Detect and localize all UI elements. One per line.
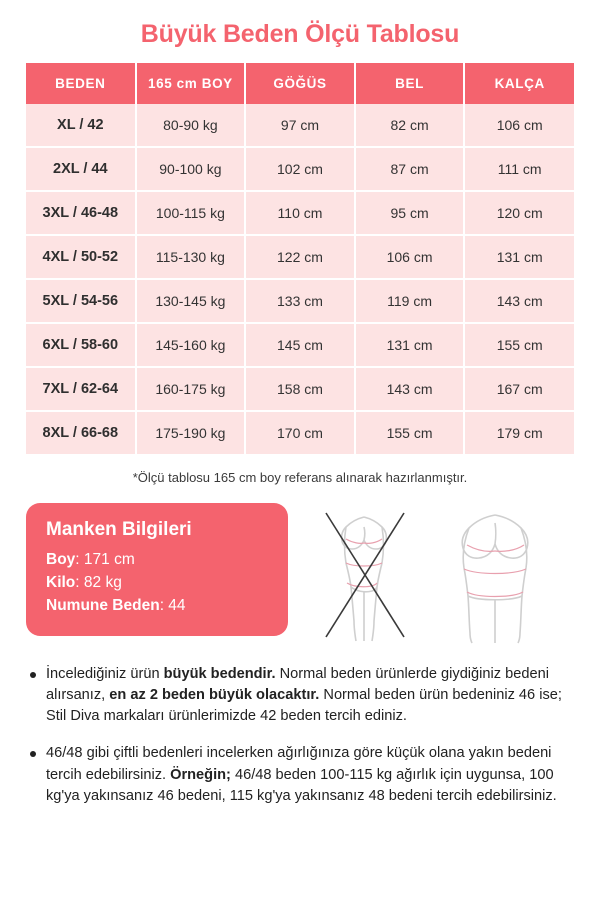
bullet-dot-icon — [30, 672, 36, 678]
page-title: Büyük Beden Ölçü Tablosu — [140, 20, 460, 48]
figure-slim-measure-lines — [346, 539, 382, 587]
model-weight-label: Kilo — [46, 574, 76, 591]
model-sample-size-row — [46, 597, 268, 615]
cell-bel: 106 cm — [355, 235, 465, 279]
model-sample-size-label: Numune Beden — [46, 597, 160, 614]
table-row — [26, 235, 574, 279]
table-row — [26, 104, 574, 147]
model-info-card — [26, 503, 288, 636]
size-table — [26, 63, 574, 456]
model-sample-size-value: : 44 — [159, 597, 186, 614]
table-row — [26, 323, 574, 367]
cell-beden: XL / 42 — [26, 104, 136, 147]
cell-beden: 3XL / 46-48 — [26, 191, 136, 235]
cell-kalca: 111 cm — [464, 147, 574, 191]
model-info-section — [26, 503, 574, 648]
model-weight-value: : 82 kg — [75, 574, 122, 591]
figure-slim-outline — [342, 517, 387, 641]
cell-gogus: 102 cm — [245, 147, 355, 191]
cell-beden: 8XL / 66-68 — [26, 411, 136, 455]
cell-kalca: 131 cm — [464, 235, 574, 279]
note-1-part1: İncelediğiniz ürün — [46, 666, 164, 682]
note-2-part1: 46/48 gibi çiftli bedenleri incelerken ağırlığınıza göre küçük olana yakın bedeni tercih edebilirsiniz. — [46, 745, 552, 783]
cell-bel: 131 cm — [355, 323, 465, 367]
table-footnote: *Ölçü tablosu 165 cm boy referans alınarak hazırlanmıştır. — [132, 470, 468, 485]
cell-boy: 90-100 kg — [136, 147, 246, 191]
table-header-row — [26, 63, 574, 104]
cell-kalca: 155 cm — [464, 323, 574, 367]
note-2-bold1: Örneğin; — [170, 766, 231, 783]
cell-boy: 160-175 kg — [136, 367, 246, 411]
body-figures-illustration — [320, 505, 570, 645]
column-header-bel: BEL — [355, 63, 465, 104]
cell-boy: 115-130 kg — [136, 235, 246, 279]
note-1-part3: Normal beden ürün bedeniniz 46 ise; Stil Diva markaları ürünlerimizde 42 beden tercih ediniz. — [46, 687, 562, 725]
cell-kalca: 106 cm — [464, 104, 574, 147]
cell-gogus: 133 cm — [245, 279, 355, 323]
table-row — [26, 367, 574, 411]
cell-kalca: 179 cm — [464, 411, 574, 455]
cell-gogus: 158 cm — [245, 367, 355, 411]
model-weight-row — [46, 574, 268, 592]
cell-bel: 87 cm — [355, 147, 465, 191]
cell-gogus: 122 cm — [245, 235, 355, 279]
note-1-part2: Normal beden ürünlerde giydiğiniz bedeni alırsanız, — [46, 666, 549, 704]
cell-beden: 2XL / 44 — [26, 147, 136, 191]
cell-gogus: 97 cm — [245, 104, 355, 147]
cell-gogus: 145 cm — [245, 323, 355, 367]
model-height-label: Boy — [46, 551, 76, 568]
table-row — [26, 191, 574, 235]
column-header-beden: BEDEN — [26, 63, 136, 104]
figure-plus-measure-lines — [464, 545, 526, 597]
column-header-gogus: GÖĞÜS — [245, 63, 355, 104]
column-header-kalca: KALÇA — [464, 63, 574, 104]
cell-bel: 143 cm — [355, 367, 465, 411]
cell-gogus: 110 cm — [245, 191, 355, 235]
cell-bel: 155 cm — [355, 411, 465, 455]
bullet-dot-icon — [30, 751, 36, 757]
table-row — [26, 411, 574, 455]
table-row — [26, 147, 574, 191]
cell-bel: 95 cm — [355, 191, 465, 235]
body-figures-svg — [320, 505, 570, 645]
model-height-value: : 171 cm — [75, 551, 135, 568]
cell-beden: 4XL / 50-52 — [26, 235, 136, 279]
cell-boy: 80-90 kg — [136, 104, 246, 147]
cell-gogus: 170 cm — [245, 411, 355, 455]
list-item — [26, 743, 574, 806]
note-1-bold2: en az 2 beden büyük olacaktır. — [109, 687, 320, 704]
note-2-part2: 46/48 beden 100-115 kg ağırlık için uygunsa, 100 kg'ya yakınsanız 46 bedeni, 115 kg'ya yakınsanız 48 bedeni tercih edebilirsiniz. — [46, 766, 557, 804]
note-text-2 — [46, 743, 574, 806]
note-text-1 — [46, 664, 574, 727]
cell-kalca: 143 cm — [464, 279, 574, 323]
cell-bel: 82 cm — [355, 104, 465, 147]
table-row — [26, 279, 574, 323]
cell-beden: 6XL / 58-60 — [26, 323, 136, 367]
model-info-heading: Manken Bilgileri — [46, 519, 192, 540]
model-height-row — [46, 551, 268, 569]
cell-kalca: 120 cm — [464, 191, 574, 235]
cell-bel: 119 cm — [355, 279, 465, 323]
cell-boy: 130-145 kg — [136, 279, 246, 323]
cell-boy: 175-190 kg — [136, 411, 246, 455]
cell-kalca: 167 cm — [464, 367, 574, 411]
cell-boy: 100-115 kg — [136, 191, 246, 235]
cell-beden: 7XL / 62-64 — [26, 367, 136, 411]
cell-boy: 145-160 kg — [136, 323, 246, 367]
note-1-bold1: büyük bedendir. — [163, 666, 276, 682]
list-item — [26, 664, 574, 727]
column-header-boy: 165 cm BOY — [136, 63, 246, 104]
figure-plus-outline — [462, 515, 528, 643]
cell-beden: 5XL / 54-56 — [26, 279, 136, 323]
notes-list — [26, 664, 574, 807]
